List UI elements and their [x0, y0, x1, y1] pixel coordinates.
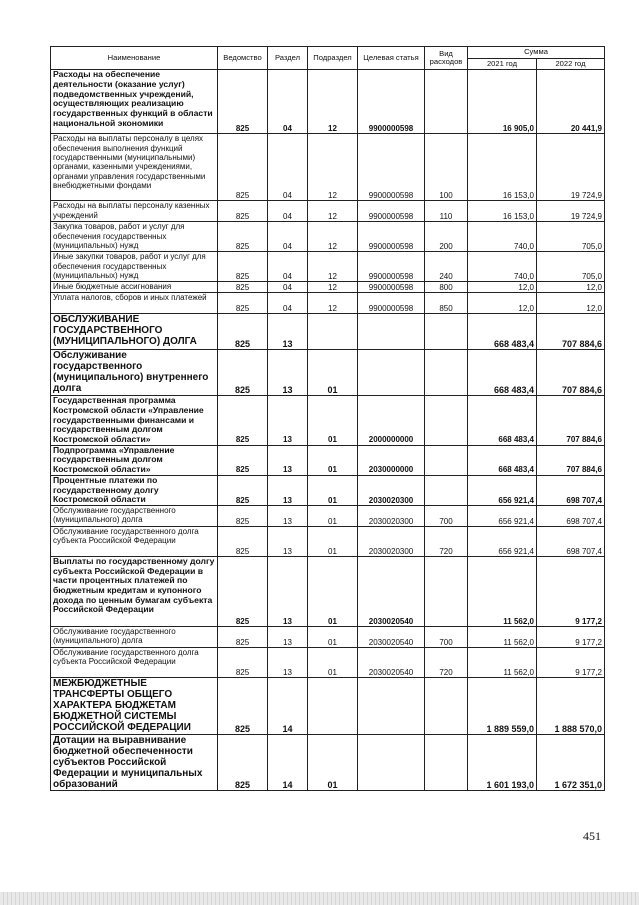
cell-2021: 656 921,4 [468, 475, 537, 505]
cell-subsection: 12 [308, 222, 358, 252]
page-number: 451 [583, 829, 601, 843]
table-row [51, 293, 605, 314]
cell-target: 9900000598 [358, 201, 425, 222]
cell-subsection: 01 [308, 350, 358, 396]
cell-2021: 11 562,0 [468, 647, 537, 677]
table-row [51, 282, 605, 293]
cell-target: 2000000000 [358, 396, 425, 446]
cell-section: 13 [268, 475, 308, 505]
cell-kind: 720 [425, 526, 468, 556]
cell-target: 2030020300 [358, 505, 425, 526]
cell-2021: 740,0 [468, 252, 537, 282]
cell-kind [425, 396, 468, 446]
cell-dept: 825 [218, 314, 268, 350]
cell-2021: 656 921,4 [468, 526, 537, 556]
cell-name: Уплата налогов, сборов и иных платежей [51, 293, 218, 314]
table-row [51, 314, 605, 350]
cell-target: 9900000598 [358, 70, 425, 134]
cell-subsection [308, 677, 358, 734]
cell-section: 04 [268, 282, 308, 293]
cell-subsection: 12 [308, 282, 358, 293]
cell-2021: 1 601 193,0 [468, 734, 537, 790]
cell-dept: 825 [218, 282, 268, 293]
cell-2021: 11 562,0 [468, 626, 537, 647]
cell-2022: 9 177,2 [537, 556, 605, 626]
cell-dept: 825 [218, 734, 268, 790]
cell-target: 2030000000 [358, 445, 425, 475]
cell-2022: 12,0 [537, 293, 605, 314]
cell-section: 04 [268, 201, 308, 222]
cell-subsection [308, 314, 358, 350]
cell-dept: 825 [218, 475, 268, 505]
cell-2022: 1 888 570,0 [537, 677, 605, 734]
cell-dept: 825 [218, 526, 268, 556]
cell-kind: 700 [425, 505, 468, 526]
cell-name: Выплаты по государственному долгу субъекта Российской Федерации в части процентных платежей по бюджетным кредитам и купонного дохода по ценным бумагам субъекта Российской Федерации [51, 556, 218, 626]
cell-subsection: 01 [308, 505, 358, 526]
cell-subsection: 01 [308, 556, 358, 626]
cell-kind: 100 [425, 134, 468, 201]
cell-dept: 825 [218, 505, 268, 526]
cell-dept: 825 [218, 134, 268, 201]
table-row [51, 526, 605, 556]
table-row [51, 70, 605, 134]
cell-2022: 705,0 [537, 252, 605, 282]
cell-target [358, 350, 425, 396]
cell-kind: 720 [425, 647, 468, 677]
cell-subsection: 01 [308, 647, 358, 677]
cell-2021: 12,0 [468, 293, 537, 314]
cell-target: 2030020540 [358, 647, 425, 677]
cell-subsection: 01 [308, 626, 358, 647]
cell-name: Обслуживание государственного (муниципального) внутреннего долга [51, 350, 218, 396]
cell-2022: 19 724,9 [537, 134, 605, 201]
cell-dept: 825 [218, 647, 268, 677]
cell-2021: 656 921,4 [468, 505, 537, 526]
cell-kind [425, 475, 468, 505]
cell-target: 9900000598 [358, 293, 425, 314]
cell-name: Закупка товаров, работ и услуг для обеспечения государственных (муниципальных) нужд [51, 222, 218, 252]
table-row [51, 734, 605, 790]
cell-2022: 707 884,6 [537, 396, 605, 446]
cell-target [358, 734, 425, 790]
cell-2022: 9 177,2 [537, 626, 605, 647]
cell-name: Иные закупки товаров, работ и услуг для обеспечения государственных (муниципальных) нужд [51, 252, 218, 282]
cell-section: 13 [268, 314, 308, 350]
cell-2021: 12,0 [468, 282, 537, 293]
cell-name: Расходы на выплаты персоналу казенных учреждений [51, 201, 218, 222]
cell-name: Процентные платежи по государственному долгу Костромской области [51, 475, 218, 505]
cell-subsection: 12 [308, 134, 358, 201]
cell-kind: 700 [425, 626, 468, 647]
cell-2022: 9 177,2 [537, 647, 605, 677]
cell-dept: 825 [218, 70, 268, 134]
cell-section: 04 [268, 293, 308, 314]
header-sum: Сумма [468, 47, 605, 59]
header-kind: Вид расходов [425, 47, 468, 70]
cell-section: 13 [268, 505, 308, 526]
cell-kind [425, 70, 468, 134]
cell-2022: 19 724,9 [537, 201, 605, 222]
cell-section: 04 [268, 70, 308, 134]
cell-kind: 110 [425, 201, 468, 222]
cell-section: 13 [268, 350, 308, 396]
cell-2022: 707 884,6 [537, 314, 605, 350]
cell-section: 13 [268, 556, 308, 626]
cell-name: Обслуживание государственного долга субъекта Российской Федерации [51, 647, 218, 677]
cell-name: Подпрограмма «Управление государственным долгом Костромской области» [51, 445, 218, 475]
table-row [51, 475, 605, 505]
cell-name: Расходы на выплаты персоналу в целях обеспечения выполнения функций государственными (муниципальными) органами, казенными учреждениями, органами управления государственными внебюджетными фондами [51, 134, 218, 201]
header-dept: Ведомство [218, 47, 268, 70]
cell-name: ОБСЛУЖИВАНИЕ ГОСУДАРСТВЕННОГО (МУНИЦИПАЛЬНОГО) ДОЛГА [51, 314, 218, 350]
cell-section: 14 [268, 677, 308, 734]
table-row [51, 252, 605, 282]
cell-2022: 698 707,4 [537, 526, 605, 556]
cell-target [358, 314, 425, 350]
cell-name: Дотации на выравнивание бюджетной обеспеченности субъектов Российской Федерации и муниципальных образований [51, 734, 218, 790]
header-subsection: Подраздел [308, 47, 358, 70]
cell-section: 13 [268, 647, 308, 677]
table-body [51, 70, 605, 791]
cell-2021: 668 483,4 [468, 350, 537, 396]
cell-subsection: 01 [308, 475, 358, 505]
header-2021: 2021 год [468, 58, 537, 70]
table-row [51, 626, 605, 647]
header-2022: 2022 год [537, 58, 605, 70]
cell-dept: 825 [218, 556, 268, 626]
cell-subsection: 01 [308, 396, 358, 446]
cell-subsection: 12 [308, 201, 358, 222]
cell-dept: 825 [218, 252, 268, 282]
cell-dept: 825 [218, 293, 268, 314]
cell-subsection: 01 [308, 734, 358, 790]
cell-kind [425, 556, 468, 626]
cell-kind: 850 [425, 293, 468, 314]
cell-target: 2030020300 [358, 475, 425, 505]
cell-dept: 825 [218, 201, 268, 222]
cell-target: 2030020300 [358, 526, 425, 556]
cell-name: Обслуживание государственного долга субъекта Российской Федерации [51, 526, 218, 556]
cell-name: Расходы на обеспечение деятельности (оказание услуг) подведомственных учреждений, осуществляющих реализацию государственных функций в области национальной экономики [51, 70, 218, 134]
cell-kind [425, 314, 468, 350]
header-section: Раздел [268, 47, 308, 70]
cell-2021: 668 483,4 [468, 445, 537, 475]
cell-name: Государственная программа Костромской области «Управление государственными финансами и государственным долгом Костромской области» [51, 396, 218, 446]
cell-target [358, 677, 425, 734]
table-row [51, 222, 605, 252]
budget-table-sheet [50, 46, 604, 791]
cell-2021: 16 905,0 [468, 70, 537, 134]
cell-kind [425, 734, 468, 790]
table-row [51, 556, 605, 626]
cell-section: 04 [268, 222, 308, 252]
cell-kind [425, 350, 468, 396]
cell-2021: 668 483,4 [468, 314, 537, 350]
cell-subsection: 12 [308, 293, 358, 314]
cell-section: 14 [268, 734, 308, 790]
cell-section: 13 [268, 526, 308, 556]
scan-edge [0, 892, 639, 905]
cell-2022: 707 884,6 [537, 350, 605, 396]
table-row [51, 350, 605, 396]
cell-2022: 12,0 [537, 282, 605, 293]
cell-kind [425, 445, 468, 475]
cell-target: 9900000598 [358, 252, 425, 282]
cell-target: 9900000598 [358, 134, 425, 201]
cell-target: 2030020540 [358, 556, 425, 626]
cell-dept: 825 [218, 677, 268, 734]
cell-name: Обслуживание государственного (муниципального) долга [51, 505, 218, 526]
cell-section: 13 [268, 396, 308, 446]
cell-target: 9900000598 [358, 222, 425, 252]
cell-subsection: 12 [308, 70, 358, 134]
cell-2021: 11 562,0 [468, 556, 537, 626]
cell-subsection: 12 [308, 252, 358, 282]
cell-section: 13 [268, 626, 308, 647]
cell-2021: 16 153,0 [468, 134, 537, 201]
header-target: Целевая статья [358, 47, 425, 70]
cell-2021: 668 483,4 [468, 396, 537, 446]
cell-2022: 698 707,4 [537, 475, 605, 505]
cell-dept: 825 [218, 222, 268, 252]
cell-target: 2030020540 [358, 626, 425, 647]
cell-name: Иные бюджетные ассигнования [51, 282, 218, 293]
cell-section: 13 [268, 445, 308, 475]
cell-kind: 240 [425, 252, 468, 282]
budget-table [50, 46, 605, 791]
cell-kind: 800 [425, 282, 468, 293]
table-row [51, 505, 605, 526]
cell-target: 9900000598 [358, 282, 425, 293]
table-row [51, 201, 605, 222]
cell-dept: 825 [218, 350, 268, 396]
cell-section: 04 [268, 252, 308, 282]
cell-2022: 707 884,6 [537, 445, 605, 475]
table-row [51, 396, 605, 446]
cell-section: 04 [268, 134, 308, 201]
cell-name: Обслуживание государственного (муниципального) долга [51, 626, 218, 647]
cell-2022: 20 441,9 [537, 70, 605, 134]
cell-kind: 200 [425, 222, 468, 252]
cell-2022: 1 672 351,0 [537, 734, 605, 790]
cell-dept: 825 [218, 396, 268, 446]
table-row [51, 647, 605, 677]
cell-2022: 698 707,4 [537, 505, 605, 526]
cell-2021: 1 889 559,0 [468, 677, 537, 734]
cell-name: МЕЖБЮДЖЕТНЫЕ ТРАНСФЕРТЫ ОБЩЕГО ХАРАКТЕРА БЮДЖЕТАМ БЮДЖЕТНОЙ СИСТЕМЫ РОССИЙСКОЙ ФЕДЕРАЦИИ [51, 677, 218, 734]
cell-dept: 825 [218, 445, 268, 475]
table-row [51, 134, 605, 201]
cell-2022: 705,0 [537, 222, 605, 252]
cell-2021: 740,0 [468, 222, 537, 252]
table-row [51, 677, 605, 734]
cell-subsection: 01 [308, 526, 358, 556]
header-name: Наименование [51, 47, 218, 70]
cell-subsection: 01 [308, 445, 358, 475]
cell-2021: 16 153,0 [468, 201, 537, 222]
cell-dept: 825 [218, 626, 268, 647]
cell-kind [425, 677, 468, 734]
table-row [51, 445, 605, 475]
